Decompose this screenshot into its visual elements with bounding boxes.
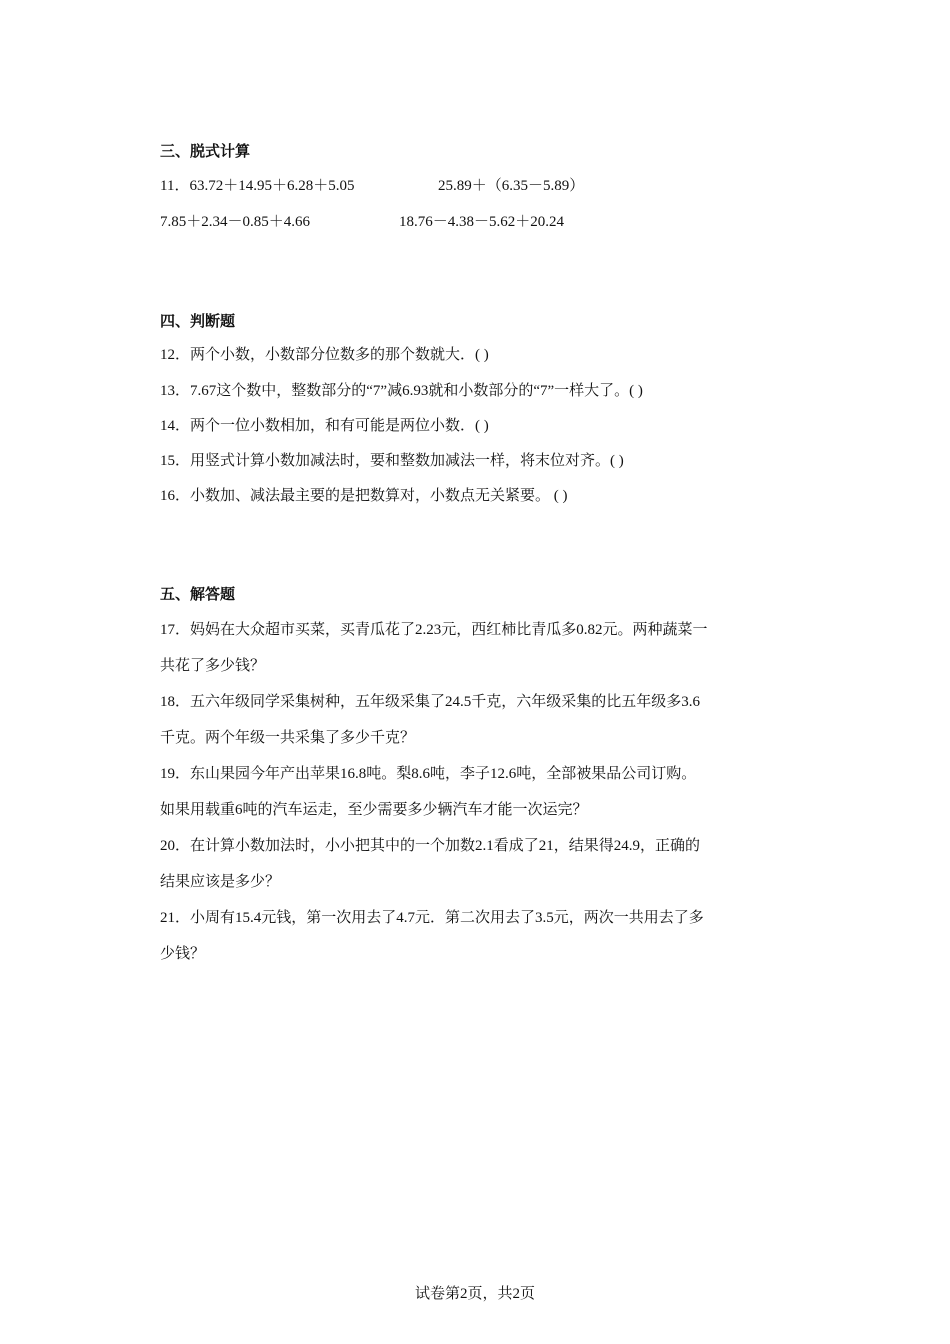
page-footer: 试卷第2页，共2页 [414,1286,535,1302]
judge-item-16: 16．小数加、减法最主要的是把数算对，小数点无关紧要。 ( ) [160,488,568,504]
answer-item-21-line1: 21．小周有15.4元钱，第一次用去了4.7元．第二次用去了3.5元，两次一共用去了多 [160,910,704,926]
judge-item-15: 15．用竖式计算小数加减法时，要和整数加减法一样，将末位对齐。( ) [160,453,624,469]
calc-question-11-left: 11．63.72＋14.95＋6.28＋5.05 [160,178,355,194]
answer-item-17-line2: 共花了多少钱？ [160,658,266,674]
calc-question-11-right: 25.89＋（6.35－5.89） [438,178,585,194]
answer-item-17-line1: 17．妈妈在大众超市买菜，买青瓜花了2.23元，西红柿比青瓜多0.82元。两种蔬菜一 [160,622,708,638]
section-answer-title: 五、解答题 [160,587,236,603]
calc-question-11-right-2: 18.76－4.38－5.62＋20.24 [399,214,565,230]
calc-question-11-left-2: 7.85＋2.34－0.85＋4.66 [160,214,311,230]
section-judge-title: 四、判断题 [160,314,236,330]
answer-item-20-line1: 20．在计算小数加法时，小小把其中的一个加数2.1看成了21，结果得24.9，正确的 [160,838,701,854]
answer-item-18-line2: 千克。两个年级一共采集了多少千克？ [160,730,416,746]
answer-item-19-line1: 19．东山果园今年产出苹果16.8吨。梨8.6吨，李子12.6吨，全部被果品公司订购。 [160,766,697,782]
judge-item-13: 13．7.67这个数中，整数部分的“7”减6.93就和小数部分的“7”一样大了。( ) [160,383,643,399]
answer-item-19-line2: 如果用载重6吨的汽车运走，至少需要多少辆汽车才能一次运完？ [160,802,588,818]
judge-item-14: 14．两个一位小数相加，和有可能是两位小数．( ) [160,418,489,434]
answer-item-18-line1: 18．五六年级同学采集树种，五年级采集了24.5千克，六年级采集的比五年级多3.6 [160,694,701,710]
answer-item-20-line2: 结果应该是多少？ [160,874,281,890]
judge-item-12: 12．两个小数，小数部分位数多的那个数就大．( ) [160,347,489,363]
answer-item-21-line2: 少钱？ [160,946,206,962]
section-calc-title: 三、脱式计算 [160,144,251,160]
